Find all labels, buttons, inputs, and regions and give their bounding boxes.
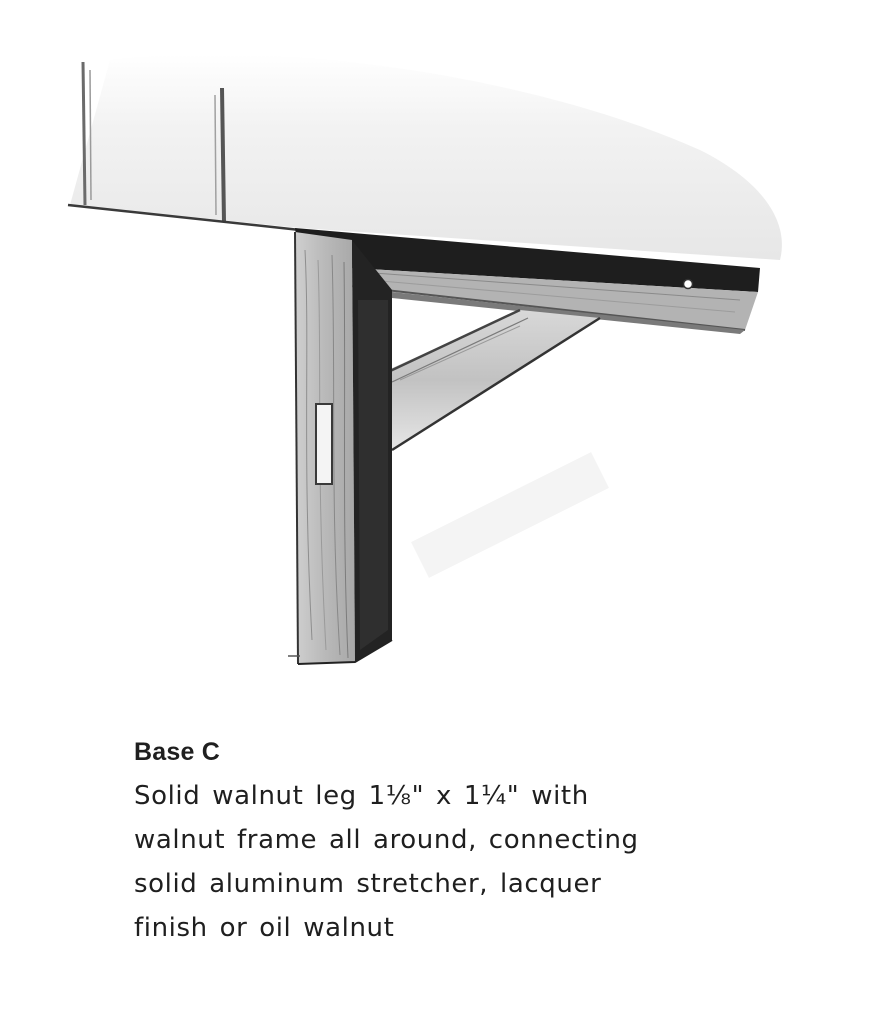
product-caption — [134, 736, 734, 950]
caption-line: finish or oil walnut — [134, 913, 395, 943]
caption-description — [134, 774, 719, 950]
screw-icon — [684, 280, 693, 289]
aluminum-stretcher — [388, 310, 600, 450]
stretcher-slot — [316, 404, 332, 484]
tabletop — [68, 54, 782, 260]
caption-title: Base C — [134, 738, 220, 766]
caption-line: solid aluminum stretcher, lacquer — [134, 869, 602, 899]
caption-line: Solid walnut leg 1⅛" x 1¼" with — [134, 781, 589, 811]
walnut-leg — [288, 232, 392, 664]
caption-line: walnut frame all around, connecting — [134, 825, 639, 855]
